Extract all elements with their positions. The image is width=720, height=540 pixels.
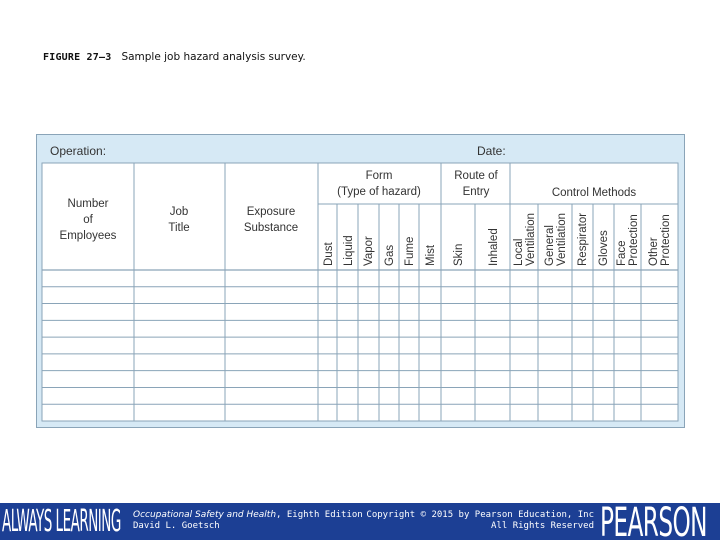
header-control-face: Protection — [628, 214, 640, 266]
figure-label: FIGURE 27–3 — [43, 52, 112, 63]
header-number-of-employees: Employees — [59, 230, 117, 242]
header-form-vapor: Vapor — [363, 236, 375, 266]
book-edition: , Eighth Edition — [276, 510, 363, 520]
copyright-text: Copyright © 2015 by Pearson Education, Inc — [366, 510, 594, 520]
pearson-logo — [596, 503, 720, 540]
date-label: Date: — [477, 144, 506, 158]
header-control-face: Face — [616, 240, 628, 266]
header-number-of-employees: of — [83, 214, 93, 226]
header-form-group: (Type of hazard) — [337, 186, 421, 198]
operation-label: Operation: — [50, 144, 107, 158]
header-control-local: Ventilation — [525, 212, 537, 266]
header-exposure-substance: Substance — [243, 222, 299, 234]
header-control-methods: Control Methods — [551, 187, 637, 199]
header-exposure-substance: Exposure — [246, 206, 296, 218]
header-job-title: Title — [168, 222, 190, 234]
rights-text: All Rights Reserved — [491, 521, 594, 531]
header-route-group: Entry — [462, 186, 490, 198]
header-number-of-employees: Number — [67, 198, 109, 210]
pearson-wordmark: PEARSON — [600, 503, 707, 540]
header-control-local: Local — [513, 238, 525, 266]
header-control-general: Ventilation — [556, 212, 568, 266]
header-route-skin: Skin — [453, 243, 465, 266]
always-learning-logo — [0, 503, 143, 540]
header-form-mist: Mist — [425, 244, 437, 266]
hazard-survey-table — [36, 134, 685, 428]
always-learning-text: ALWAYS LEARNING — [2, 504, 121, 539]
book-title: Occupational Safety and Health — [133, 510, 277, 520]
table-body — [42, 163, 678, 421]
header-control-other: Other — [648, 237, 660, 266]
copyright-notice — [366, 510, 594, 532]
header-control-general: General — [544, 225, 556, 266]
header-control-respirator: Respirator — [577, 212, 589, 266]
header-route-inhaled: Inhaled — [488, 228, 500, 266]
header-control-other: Protection — [660, 214, 672, 266]
book-credit — [133, 510, 363, 532]
header-form-fume: Fume — [404, 236, 416, 266]
book-author: David L. Goetsch — [133, 521, 220, 531]
header-form-liquid: Liquid — [343, 235, 355, 266]
figure-caption-text: Sample job hazard analysis survey. — [121, 51, 306, 63]
header-form-group: Form — [365, 170, 393, 182]
figure-caption — [43, 51, 306, 63]
header-route-group: Route of — [454, 170, 498, 182]
header-form-dust: Dust — [323, 242, 335, 266]
header-job-title: Job — [169, 206, 189, 218]
header-control-gloves: Gloves — [598, 230, 610, 266]
header-form-gas: Gas — [384, 244, 396, 266]
